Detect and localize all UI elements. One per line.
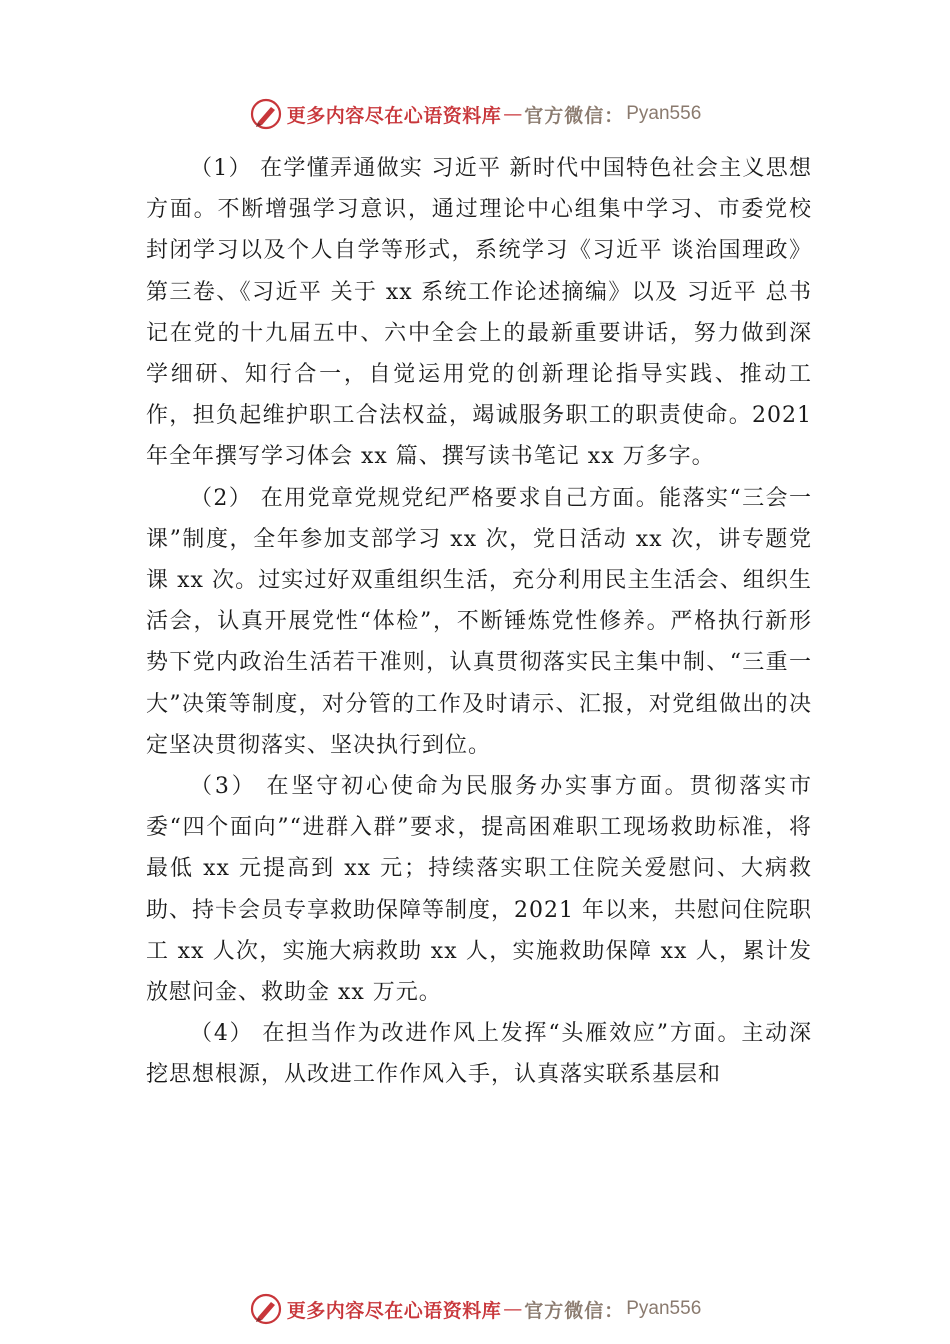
banner-wechat-label: 官方微信： bbox=[524, 1299, 625, 1322]
banner-dash: — bbox=[503, 103, 523, 125]
pen-logo-icon bbox=[249, 1292, 283, 1326]
pen-logo-icon bbox=[249, 97, 283, 131]
body-text bbox=[146, 148, 812, 1096]
banner-wechat-id: Pyan556 bbox=[626, 1298, 702, 1319]
banner-wechat-label: 官方微信： bbox=[524, 104, 625, 127]
banner-wechat-id: Pyan556 bbox=[626, 103, 702, 124]
paragraph: （2） 在用党章党规党纪严格要求自己方面。能落实“三会一课”制度，全年参加支部学习 xx 次，党日活动 xx 次，讲专题党课 xx 次。过实过好双重组织生活，充分利用民主生活会、组织生活会，认真开展党性“体检”，不断锤炼党性修养。严格执行新形势下党内政治生活若干准则，认真贯彻落实民主集中制、“三重一大”决策等制度，对分管的工作及时请示、汇报，对党组做出的决定坚决贯彻落实、坚决执行到位。 bbox=[146, 485, 812, 758]
footer-banner bbox=[0, 1289, 950, 1329]
banner-dash: — bbox=[503, 1298, 523, 1320]
paragraph: （1） 在学懂弄通做实 习近平 新时代中国特色社会主义思想方面。不断增强学习意识，通过理论中心组集中学习、市委党校封闭学习以及个人自学等形式，系统学习《习近平 谈治国理政》第三卷、《习近平 关于 xx 系统工作论述摘编》以及 习近平 总书记在党的十九届五中、六中全会上的最新重要讲话，努力做到深学细研、知行合一，自觉运用党的创新理论指导实践、推动工作，担负起维护职工合法权益，竭诚服务职工的职责使命。2021 年全年撰写学习体会 xx 篇、撰写读书笔记 xx 万多字。 bbox=[146, 156, 812, 470]
paragraph: （4） 在担当作为改进作风上发挥“头雁效应”方面。主动深挖思想根源，从改进工作作风入手，认真落实联系基层和 bbox=[146, 1021, 812, 1088]
banner-library-text: 更多内容尽在心语资料库 bbox=[286, 104, 502, 127]
banner-library-text: 更多内容尽在心语资料库 bbox=[286, 1299, 502, 1322]
header-banner bbox=[0, 94, 950, 134]
paragraph: （3） 在坚守初心使命为民服务办实事方面。贯彻落实市委“四个面向”“进群入群”要求，提高困难职工现场救助标准，将最低 xx 元提高到 xx 元；持续落实职工住院关爱慰问、大病救助、持卡会员专享救助保障等制度，2021 年以来，共慰问住院职工 xx 人次，实施大病救助 xx 人，实施救助保障 xx 人，累计发放慰问金、救助金 xx 万元。 bbox=[146, 774, 812, 1006]
